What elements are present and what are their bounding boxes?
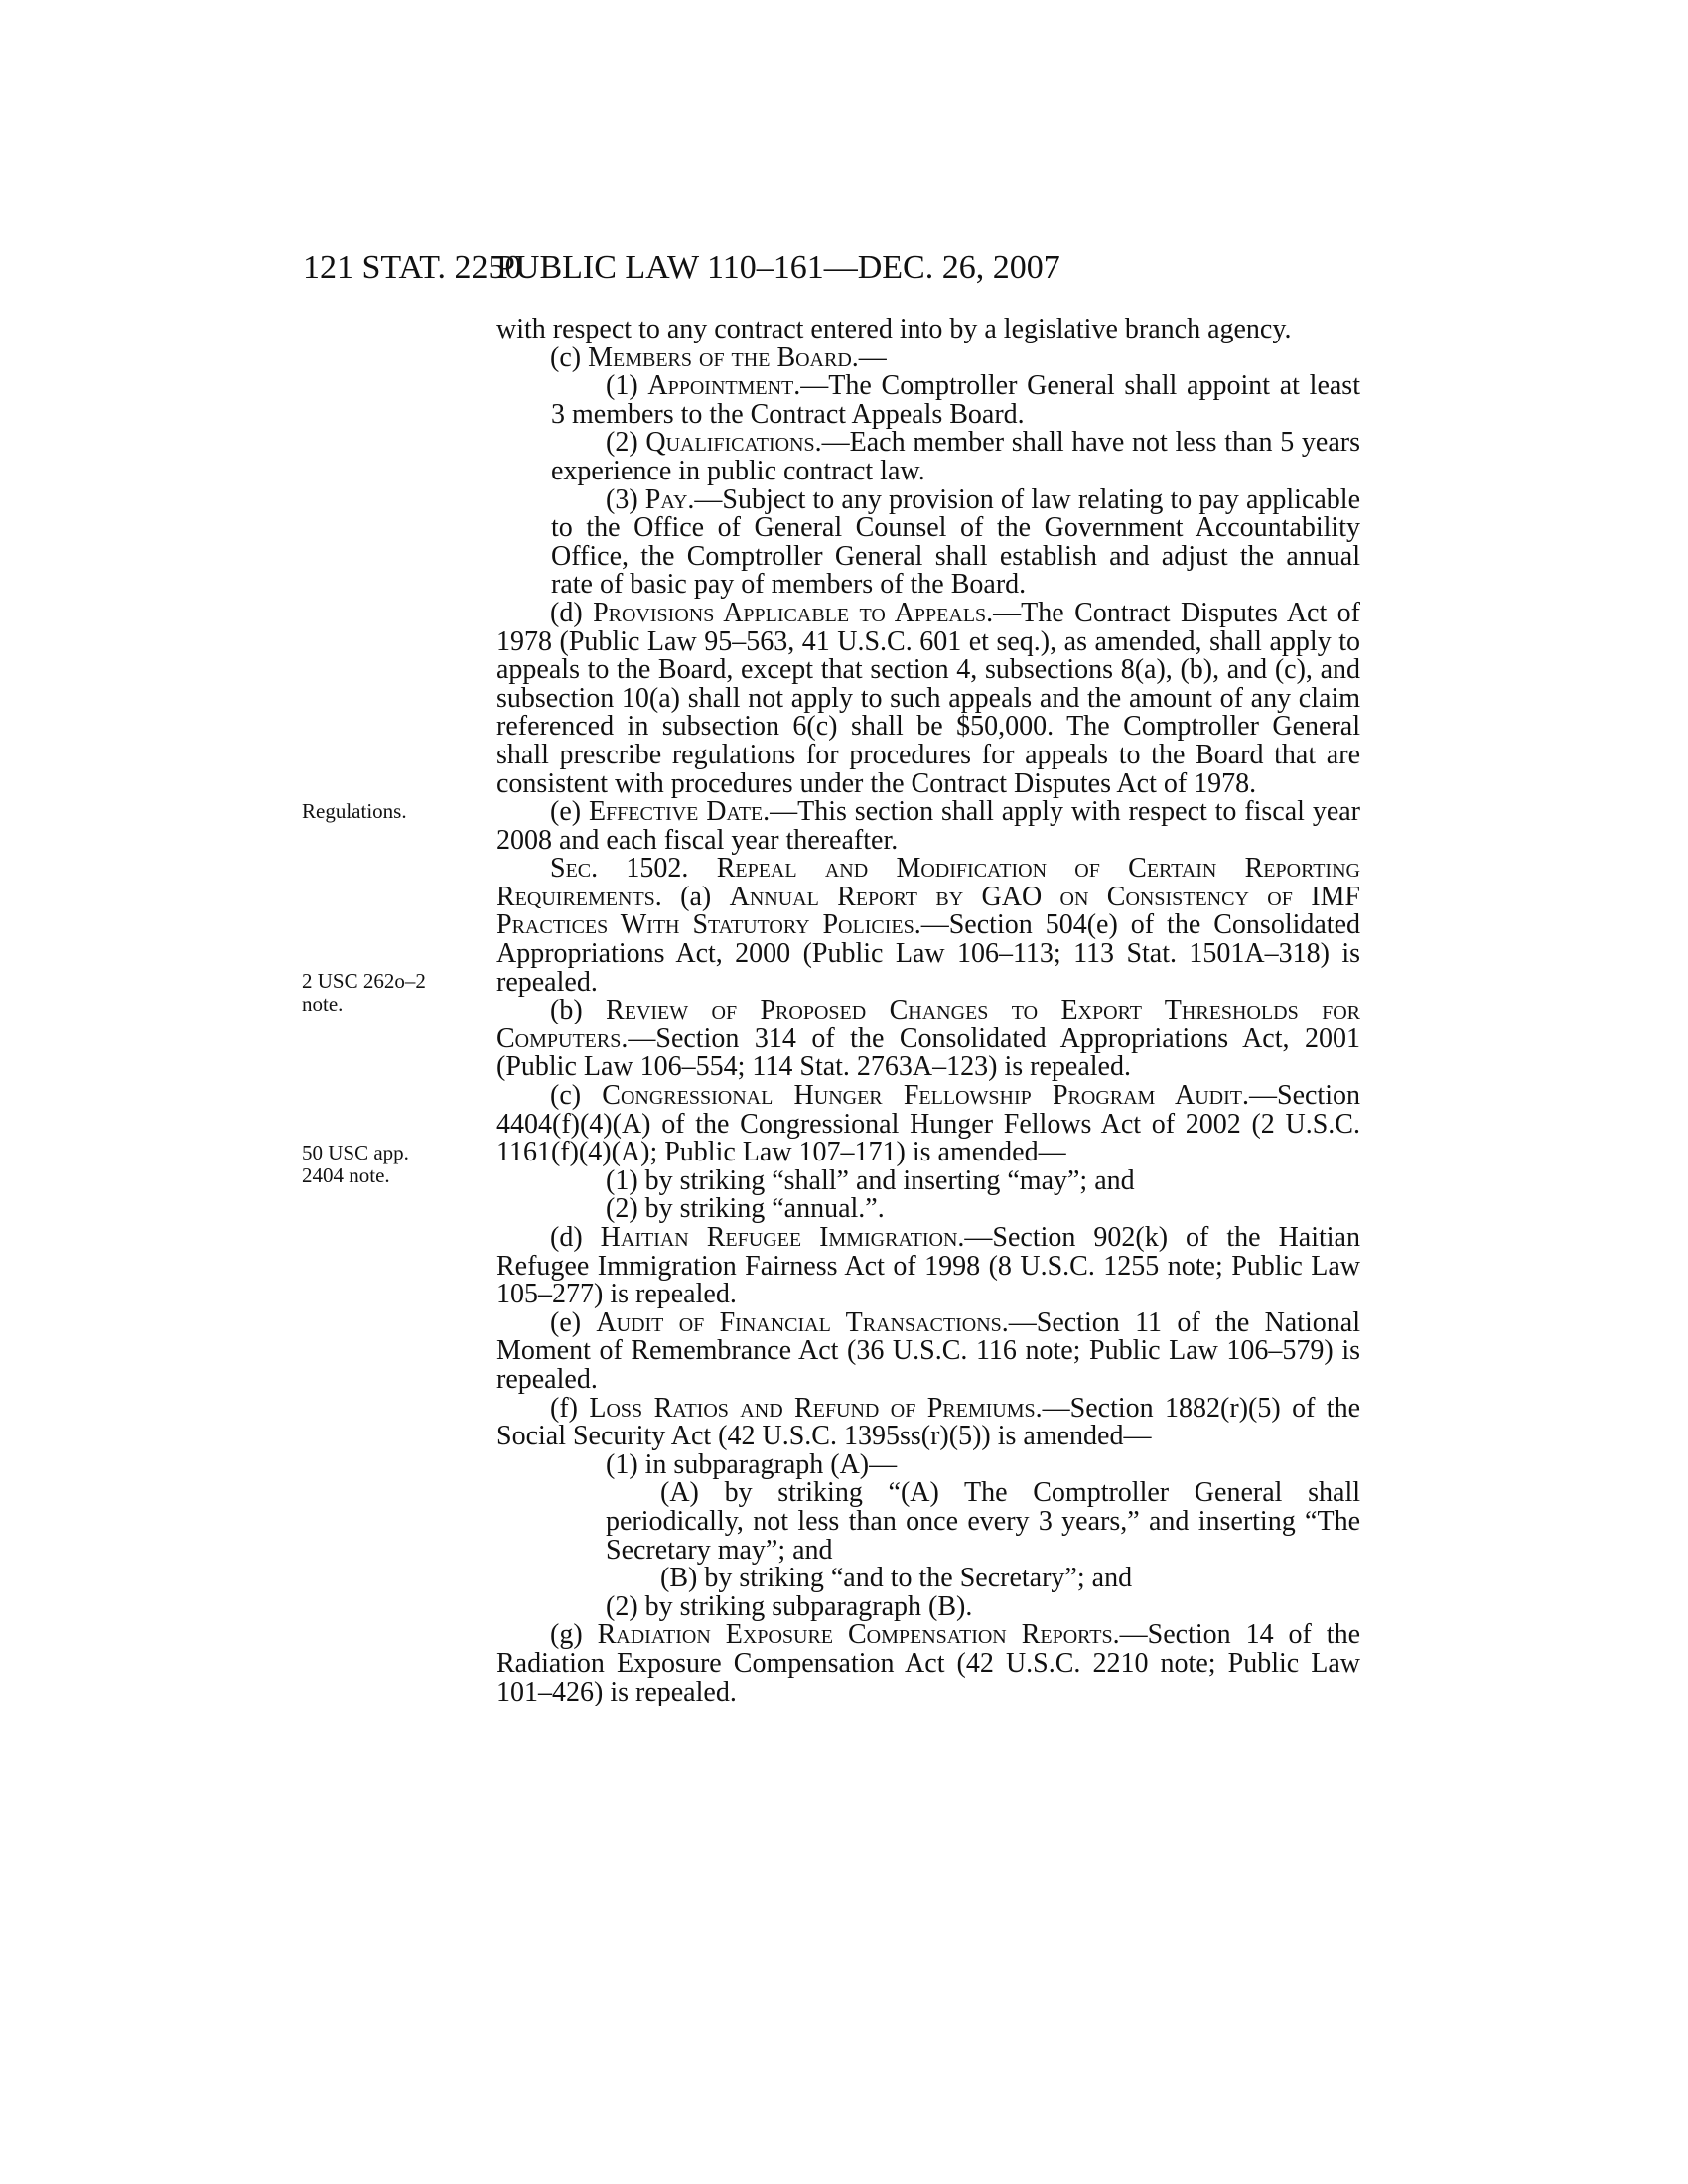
subsection-e-effective-date: (e) Effective Date.—This section shall apply with respect to fiscal year 2008 and each fiscal year thereafter.: [496, 796, 1360, 856]
clause-f1: (1) in subparagraph (A)—: [606, 1448, 898, 1480]
paragraph-c1-appointment: (1) Appointment.—The Comptroller General shall appoint at least 3 members to the Contract Appeals Board.: [551, 370, 1360, 430]
clause-fA: (A) by striking “(A) The Comptroller General shall periodically, not less than once every 3 years,” and inserting “The Secretary may”; and: [606, 1477, 1360, 1566]
clause-fB: (B) by striking “and to the Secretary”; and: [660, 1563, 1133, 1594]
margin-note-regulations: Regulations.: [302, 799, 407, 823]
subsection-c-members: (c) Members of the Board.—: [550, 341, 887, 373]
subsection-b-export: (b) Review of Proposed Changes to Export Thresholds for Computers.—Section 314 of the Consolidated Appropriations Act, 2001 (Public Law 106–554; 114 Stat. 2763A–123) is repealed.: [496, 995, 1360, 1083]
paragraph-c2-qualifications: (2) Qualifications.—Each member shall have not less than 5 years experience in public contract law.: [551, 427, 1360, 486]
clause-f2: (2) by striking subparagraph (B).: [606, 1590, 973, 1622]
paragraph-continuation: with respect to any contract entered into by a legislative branch agency.: [496, 314, 1292, 344]
page-stat-citation: 121 STAT. 2250: [303, 249, 522, 286]
subsection-c-hunger: (c) Congressional Hunger Fellowship Program Audit.—Section 4404(f)(4)(A) of the Congressional Hunger Fellows Act of 2002 (2 U.S.C. 1161(f)(4)(A); Public Law 107–171) is amended—: [496, 1080, 1360, 1168]
section-1502-heading: Sec. 1502. Repeal and Modification of Certain Reporting Requirements. (a) Annual Report by GAO on Consistency of IMF Practices With Statutory Policies.—Section 504(e) of the Consolidated Appropriations Act, 2000 (Public Law 106–113; 113 Stat. 1501A–318) is repealed.: [496, 853, 1361, 998]
paragraph-c3-pay: (3) Pay.—Subject to any provision of law relating to pay applicable to the Office of General Counsel of the Government Accountability Office, the Comptroller General shall establish and adjust the annual rate of basic pay of members of the Board.: [551, 483, 1361, 601]
statute-text-column: [496, 316, 1360, 1706]
clause-c1-striking: (1) by striking “shall” and inserting “may”; and: [606, 1164, 1135, 1196]
margin-note-2-usc: 2 USC 262o–2 note.: [302, 969, 426, 1016]
subsection-e-audit: (e) Audit of Financial Transactions.—Section 11 of the National Moment of Remembrance Act (36 U.S.C. 116 note; Public Law 106–579) is repealed.: [496, 1306, 1360, 1395]
subsection-d-provisions: (d) Provisions Applicable to Appeals.—The Contract Disputes Act of 1978 (Public Law 95–563, 41 U.S.C. 601 et seq.), as amended, shall apply to appeals to the Board, except that section 4, subsections 8(a), (b), and (c), and subsection 10(a) shall not apply to such appeals and the amount of any claim referenced in subsection 6(c) shall be $50,000. The Comptroller General shall prescribe regulations for procedures for appeals to the Board that are consistent with procedures under the Contract Disputes Act of 1978.: [496, 597, 1361, 799]
subsection-f-loss-ratios: (f) Loss Ratios and Refund of Premiums.—Section 1882(r)(5) of the Social Security Act (42 U.S.C. 1395ss(r)(5)) is amended—: [496, 1392, 1360, 1452]
subsection-g-radiation: (g) Radiation Exposure Compensation Reports.—Section 14 of the Radiation Exposure Compensation Act (42 U.S.C. 2210 note; Public Law 101–426) is repealed.: [496, 1619, 1360, 1707]
margin-note-50-usc: 50 USC app. 2404 note.: [302, 1141, 409, 1187]
clause-c2-striking: (2) by striking “annual.”.: [606, 1193, 885, 1225]
page-running-title: PUBLIC LAW 110–161—DEC. 26, 2007: [496, 249, 1060, 286]
subsection-d-haitian: (d) Haitian Refugee Immigration.—Section 902(k) of the Haitian Refugee Immigration Fairness Act of 1998 (8 U.S.C. 1255 note; Public Law 105–277) is repealed.: [496, 1222, 1360, 1310]
